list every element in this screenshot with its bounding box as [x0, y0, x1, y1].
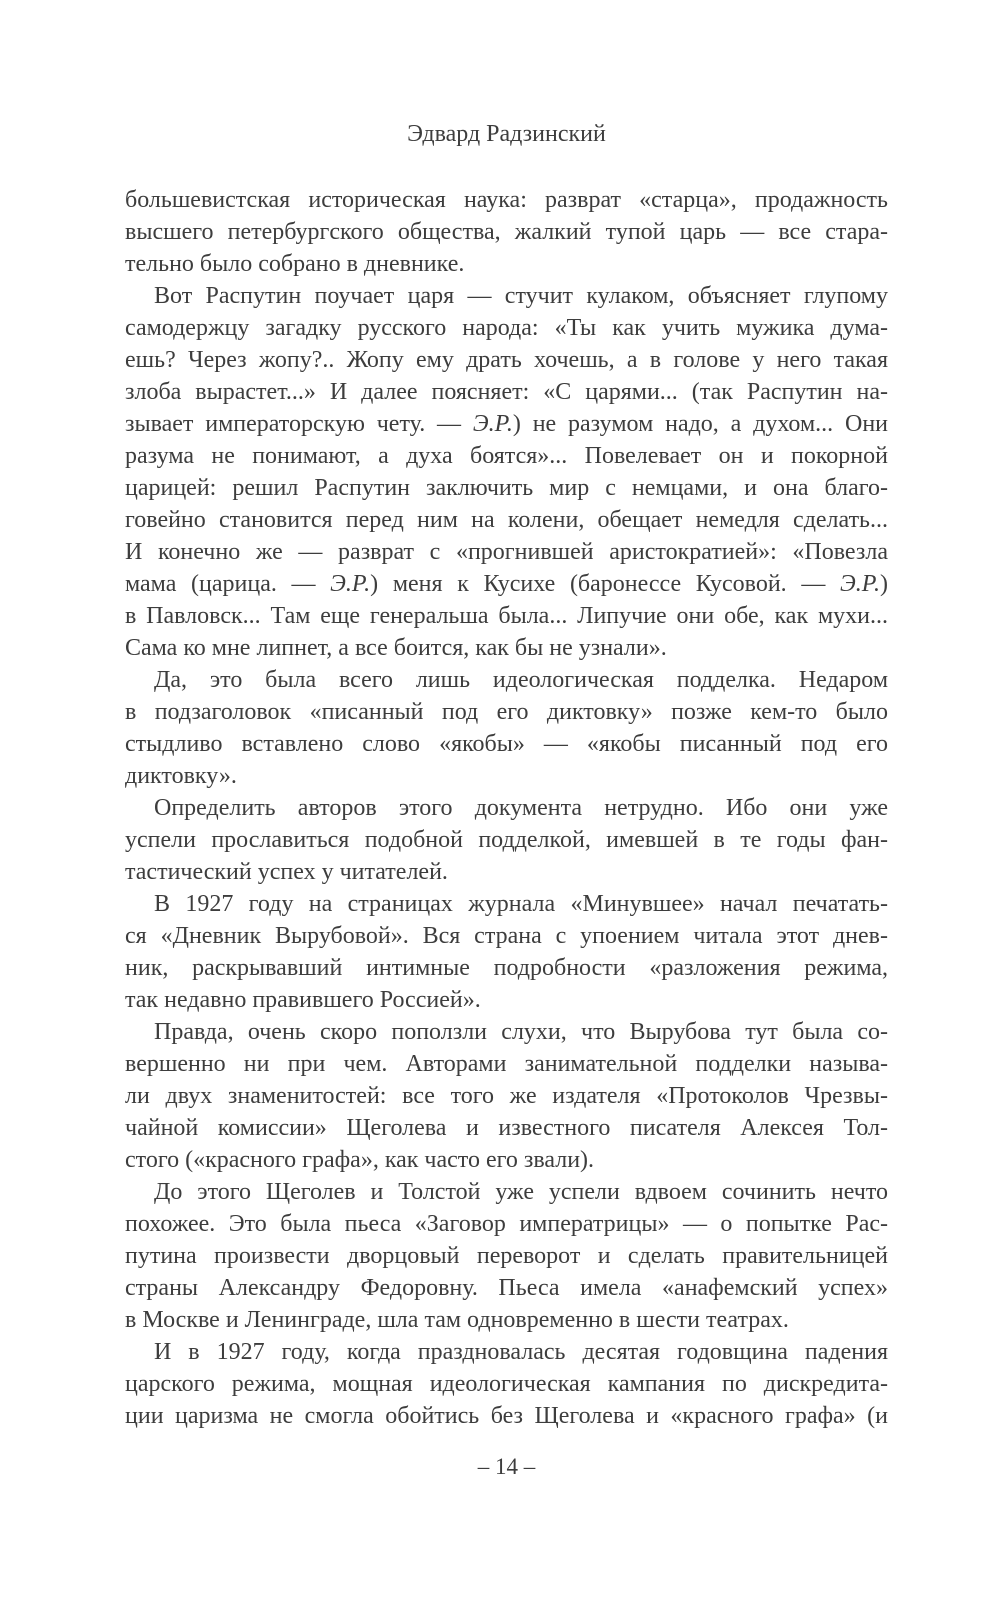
paragraph	[125, 1336, 888, 1432]
text-line: До этого Щеголев и Толстой уже успели вдвоем сочинить нечто	[154, 1179, 888, 1205]
text-line: Сама ко мне липнет, а все боится, как бы не узнали».	[125, 635, 667, 661]
text-line: тельно было собрано в дневнике.	[125, 251, 465, 277]
text-line: вершенно ни при чем. Авторами занимательной подделки называ-	[125, 1051, 888, 1077]
text-line: Правда, очень скоро поползли слухи, что Вырубова тут была со-	[154, 1019, 888, 1045]
text-line: злоба вырастет...» И далее поясняет: «С царями... (так Распутин на-	[125, 379, 888, 405]
paragraph	[125, 184, 888, 280]
text-line: страны Александру Федоровну. Пьеса имела «анафемский успех»	[125, 1275, 888, 1301]
text-line: диктовку».	[125, 763, 237, 789]
text-line: высшего петербургского общества, жалкий тупой царь — все стара-	[125, 219, 888, 245]
text-line: путина произвести дворцовый переворот и сделать правительницей	[125, 1243, 888, 1269]
text-line: И в 1927 году, когда праздновалась десятая годовщина падения	[154, 1339, 888, 1365]
text-line: в Москве и Ленинграде, шла там одновременно в шести театрах.	[125, 1307, 789, 1333]
running-head-author: Эдвард Радзинский	[407, 121, 606, 147]
text-line: успели прославиться подобной подделкой, имевшей в те годы фан-	[125, 827, 888, 853]
paragraph	[125, 664, 888, 792]
text-line: стого («красного графа», как часто его звали).	[125, 1147, 595, 1173]
text-line: Да, это была всего лишь идеологическая подделка. Недаром	[154, 667, 888, 693]
text-line: так недавно правившего Россией».	[125, 987, 481, 1013]
text-line: в Павловск... Там еще генеральша была... Липучие они обе, как мухи...	[125, 603, 888, 629]
text-line: большевистская историческая наука: разврат «старца», продажность	[125, 187, 888, 213]
text-line: ся «Дневник Вырубовой». Вся страна с упоением читала этот днев-	[125, 923, 888, 949]
text-line: зывает императорскую чету. — Э.Р.) не разумом надо, а духом... Они	[125, 411, 889, 437]
paragraph	[125, 792, 888, 888]
text-line: в подзаголовок «писанный под его диктовку» позже кем-то было	[125, 699, 888, 725]
text-line: царицей: решил Распутин заключить мир с немцами, и она благо-	[125, 475, 888, 501]
paragraph	[125, 888, 888, 1016]
text-line: ешь? Через жопу?.. Жопу ему драть хочешь, а в голове у него такая	[125, 347, 888, 373]
text-line: похожее. Это была пьеса «Заговор императрицы» — о попытке Рас-	[125, 1211, 888, 1237]
page-number: – 14 –	[477, 1454, 536, 1479]
text-line: ции царизма не смогла обойтись без Щеголева и «красного графа» (и	[125, 1403, 888, 1429]
text-line: самодержцу загадку русского народа: «Ты как учить мужика дума-	[125, 315, 888, 341]
text-line: Вот Распутин поучает царя — стучит кулаком, объясняет глупому	[154, 283, 888, 309]
text-line: тастический успех у читателей.	[125, 859, 448, 885]
text-line: Определить авторов этого документа нетрудно. Ибо они уже	[154, 795, 888, 821]
text-line: чайной комиссии» Щеголева и известного писателя Алексея Тол-	[125, 1115, 888, 1141]
text-line: мама (царица. — Э.Р.) меня к Кусихе (баронессе Кусовой. — Э.Р.)	[125, 571, 888, 597]
paragraph	[125, 1016, 888, 1176]
paragraph	[125, 280, 888, 664]
text-line: разума не понимают, а духа боятся»... Повелевает он и покорной	[125, 443, 888, 469]
text-line: царского режима, мощная идеологическая кампания по дискредита-	[125, 1371, 888, 1397]
text-line: И конечно же — разврат с «прогнившей аристократией»: «Повезла	[125, 539, 888, 565]
text-line: В 1927 году на страницах журнала «Минувшее» начал печатать-	[154, 891, 888, 917]
text-line: ник, раскрывавший интимные подробности «разложения режима,	[125, 955, 888, 981]
text-line: стыдливо вставлено слово «якобы» — «якобы писанный под его	[125, 731, 888, 757]
text-line: ли двух знаменитостей: все того же издателя «Протоколов Чрезвы-	[125, 1083, 888, 1109]
paragraph	[125, 1176, 888, 1336]
text-line: говейно становится перед ним на колени, обещает немедля сделать...	[125, 507, 888, 533]
text-block	[125, 184, 888, 1432]
